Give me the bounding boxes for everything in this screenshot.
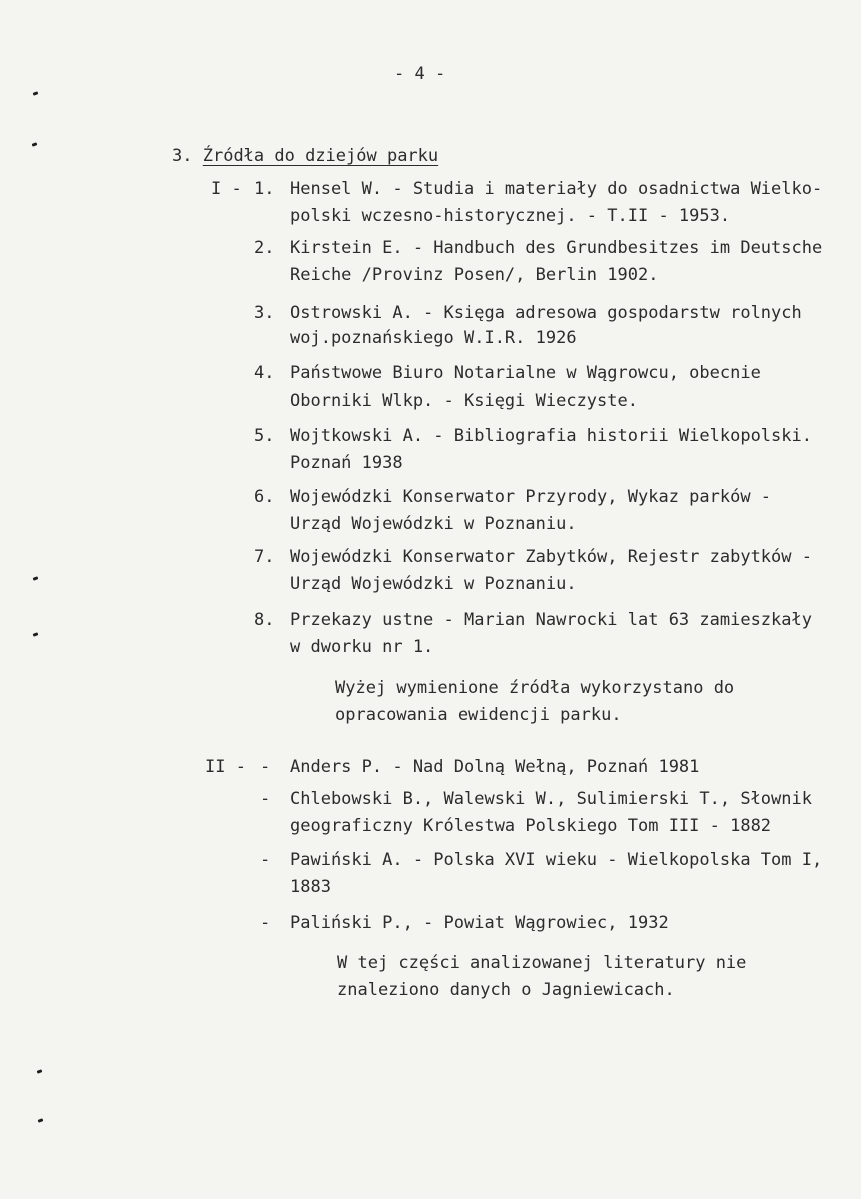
scan-speck bbox=[33, 632, 39, 637]
item-4-number: 4. bbox=[254, 363, 275, 383]
item-2-number: 2. bbox=[254, 238, 275, 258]
item-7-line-2: Urząd Wojewódzki w Poznaniu. bbox=[290, 574, 577, 594]
item-6-line-2: Urząd Wojewódzki w Poznaniu. bbox=[290, 514, 577, 534]
item-2-line-2: Reiche /Provinz Posen/, Berlin 1902. bbox=[290, 265, 659, 285]
item-7-line-1: Wojewódzki Konserwator Zabytków, Rejestr zabytków - bbox=[290, 547, 812, 567]
item-6-line-1: Wojewódzki Konserwator Przyrody, Wykaz parków - bbox=[290, 487, 772, 507]
group-1-note-line-1: Wyżej wymienione źródła wykorzystano do bbox=[335, 678, 735, 698]
ref-4-dash: - bbox=[260, 913, 271, 933]
item-1-line-1: Hensel W. - Studia i materiały do osadnictwa Wielko- bbox=[290, 179, 823, 199]
section-number: 3. bbox=[172, 146, 193, 166]
ref-3-line-1: Pawiński A. - Polska XVI wieku - Wielkopolska Tom I, bbox=[290, 850, 823, 870]
item-3-number: 3. bbox=[254, 303, 275, 323]
item-2-line-1: Kirstein E. - Handbuch des Grundbesitzes im Deutsche bbox=[290, 238, 823, 258]
item-8-number: 8. bbox=[254, 610, 275, 630]
scan-speck bbox=[37, 1069, 43, 1074]
page-number: - 4 - bbox=[394, 64, 446, 84]
scan-speck bbox=[33, 576, 39, 581]
item-6-number: 6. bbox=[254, 487, 275, 507]
group-2-label: II - bbox=[205, 757, 257, 777]
group-1-note-line-2: opracowania ewidencji parku. bbox=[335, 705, 622, 725]
item-8-line-1: Przekazy ustne - Marian Nawrocki lat 63 zamieszkały bbox=[290, 610, 812, 630]
scan-speck bbox=[33, 91, 39, 96]
group-2-note-line-1: W tej części analizowanej literatury nie bbox=[337, 953, 747, 973]
item-5-number: 5. bbox=[254, 426, 275, 446]
section-heading bbox=[172, 146, 438, 166]
group-2-note-line-2: znaleziono danych o Jagniewicach. bbox=[337, 980, 675, 1000]
scan-speck bbox=[32, 142, 38, 147]
item-3-line-1: Ostrowski A. - Księga adresowa gospodarstw rolnych bbox=[290, 303, 802, 323]
group-1-label: I - bbox=[211, 179, 252, 199]
ref-4-line-1: Paliński P., - Powiat Wągrowiec, 1932 bbox=[290, 913, 669, 933]
item-4-line-2: Oborniki Wlkp. - Księgi Wieczyste. bbox=[290, 391, 638, 411]
ref-3-dash: - bbox=[260, 850, 271, 870]
item-7-number: 7. bbox=[254, 547, 275, 567]
ref-3-line-2: 1883 bbox=[290, 877, 331, 897]
item-5-line-1: Wojtkowski A. - Bibliografia historii Wielkopolski. bbox=[290, 426, 812, 446]
item-4-line-1: Państwowe Biuro Notarialne w Wągrowcu, obecnie bbox=[290, 363, 761, 383]
ref-2-line-1: Chlebowski B., Walewski W., Sulimierski T., Słownik bbox=[290, 789, 812, 809]
ref-1-dash: - bbox=[260, 757, 271, 777]
scan-speck bbox=[38, 1118, 44, 1123]
ref-2-line-2: geograficzny Królestwa Polskiego Tom III - 1882 bbox=[290, 816, 772, 836]
item-1-line-2: polski wczesno-historycznej. - T.II - 1953. bbox=[290, 206, 731, 226]
item-3-line-2: woj.poznańskiego W.I.R. 1926 bbox=[290, 328, 577, 348]
section-title: Źródła do dziejów parku bbox=[202, 146, 439, 166]
ref-2-dash: - bbox=[260, 789, 271, 809]
ref-1-line-1: Anders P. - Nad Dolną Wełną, Poznań 1981 bbox=[290, 757, 700, 777]
item-5-line-2: Poznań 1938 bbox=[290, 453, 403, 473]
item-8-line-2: w dworku nr 1. bbox=[290, 637, 434, 657]
item-1-number: 1. bbox=[254, 179, 275, 199]
